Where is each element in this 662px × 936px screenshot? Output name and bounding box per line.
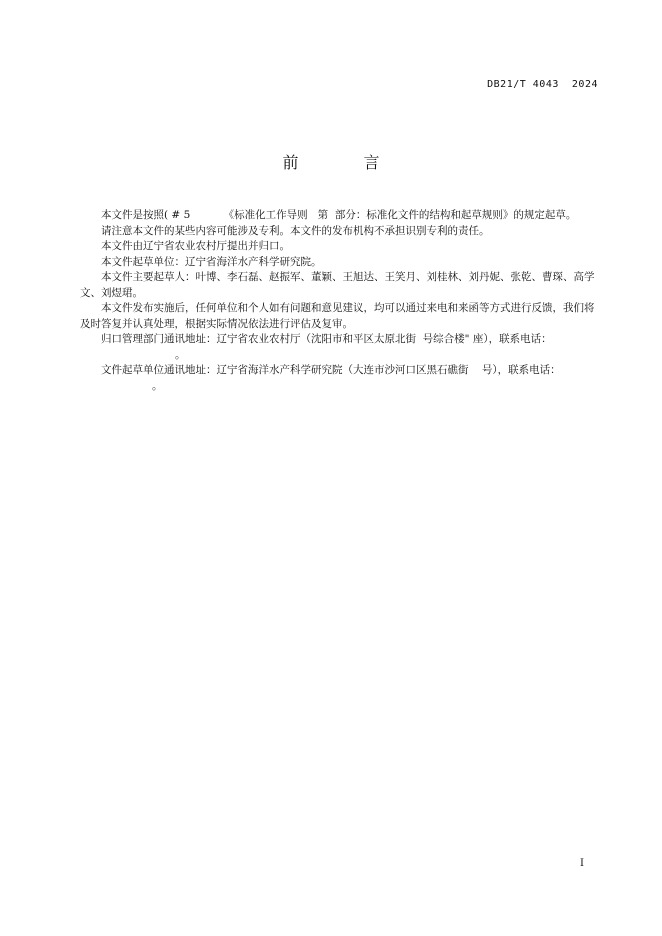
contact-drafter-phone: 。: [152, 379, 163, 392]
contact-admin-address: 归口管理部门通讯地址：辽宁省农业农村厅（沈阳市和平区太原北街 号综合楼" 座），联系电话：: [101, 333, 552, 345]
paragraph-patent-notice: 请注意本文件的某些内容可能涉及专利。本文件的发布机构不承担识别专利的责任。: [101, 224, 490, 237]
paragraph-proposer: 本文件由辽宁省农业农村厅提出并归口。: [101, 240, 290, 252]
document-code: DB21/T 4043 2024: [487, 79, 598, 90]
foreword-body: [80, 208, 600, 394]
contact-drafter-address: 文件起草单位通讯地址：辽宁省海洋水产科学研究院（大连市沙河口区黑石礁街 号），联系电话：: [101, 364, 561, 376]
paragraph-basis: 本文件是按照( # 5 《标准化工作导则 第 部分：标准化文件的结构和起草规则》的规定起草。: [101, 209, 577, 221]
page-title: 前 言: [282, 153, 410, 172]
contact-admin-phone: 。: [175, 348, 186, 361]
paragraph-drafting-unit: 本文件起草单位：辽宁省海洋水产科学研究院。: [101, 255, 322, 268]
paragraph-drafters: 本文件主要起草人：叶博、李石磊、赵振军、董颖、王旭达、王笑月、刘桂林、刘丹妮、张乾、曹琛、高学文、刘煜珺。: [80, 271, 595, 299]
paragraph-feedback: 本文件发布实施后，任何单位和个人如有问题和意见建议，均可以通过来电和来函等方式进行反馈，我们将及时答复并认真处理，根据实际情况依法进行评估及复审。: [80, 302, 595, 330]
page-number: I: [580, 858, 584, 869]
